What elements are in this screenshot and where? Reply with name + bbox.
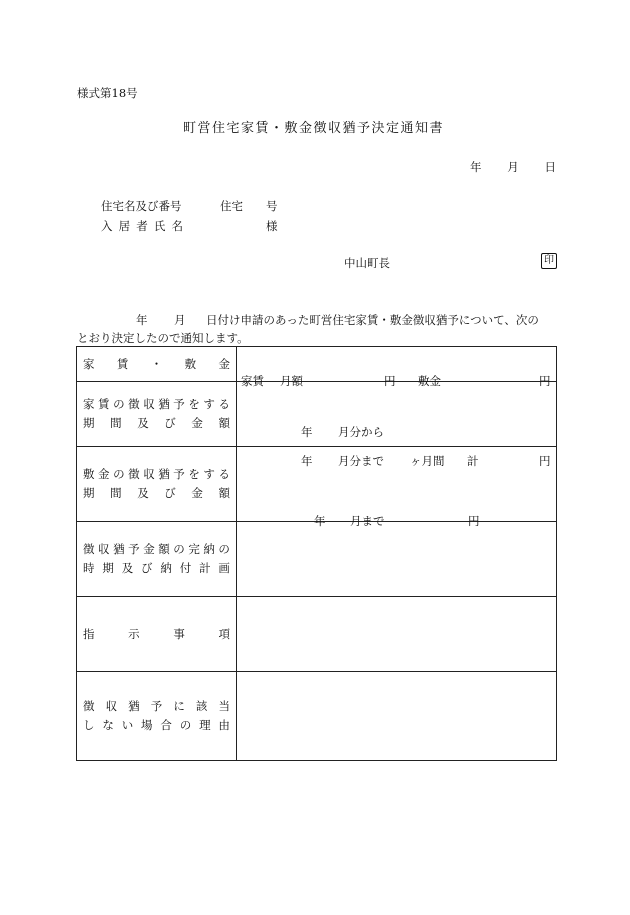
months-count-text: ヶ月間	[410, 454, 445, 468]
until-month-text: 月分まで	[338, 454, 384, 468]
deposit-until-text: 月まで	[350, 514, 385, 528]
row-label-instructions: 指 示 事 項	[77, 597, 237, 672]
honorific: 様	[266, 219, 278, 233]
deposit-year: 年	[314, 514, 326, 528]
from-month-text: 月分から	[338, 425, 384, 439]
rent-label: 家賃	[241, 374, 264, 388]
date-year-unit: 年	[470, 160, 482, 174]
rent-deposit-amounts	[237, 347, 557, 388]
intro-month: 月	[174, 313, 186, 327]
deposit-deferral-period	[237, 447, 557, 528]
issuer-name: 中山町長	[344, 256, 390, 270]
form-number: 様式第18号	[77, 86, 138, 100]
row-label-deposit-deferral: 敷 金 の 徴 収 猶 予 を す る 期 間 及 び 金 額	[77, 447, 237, 522]
table-row	[77, 597, 557, 672]
row-label-payment-plan: 徴 収 猶 予 金 額 の 完 納 の 時 期 及 び 納 付 計 画	[77, 522, 237, 597]
unit-suffix: 号	[266, 199, 278, 213]
payment-plan-value	[237, 522, 557, 597]
yen-deposit-deferral: 円	[468, 514, 480, 528]
row-label-rent-deferral: 家 賃 の 徴 収 猶 予 を す る 期 間 及 び 金 額	[77, 382, 237, 447]
intro-line-2: とおり決定したので通知します。	[77, 331, 249, 345]
date-day-unit: 日	[544, 160, 556, 174]
yen-rent: 円	[384, 374, 396, 388]
rent-deferral-period	[237, 382, 557, 468]
non-applicable-reason-value	[237, 672, 557, 761]
yen-total: 円	[539, 454, 551, 468]
page-title: 町営住宅家賃・敷金徴収猶予決定通知書	[183, 121, 445, 136]
from-year: 年	[301, 425, 313, 439]
housing-label: 住宅名及び番号	[101, 199, 182, 213]
total-label: 計	[467, 454, 479, 468]
issue-date	[470, 160, 556, 174]
row-label-rent-deposit: 家 賃 ・ 敷 金	[77, 347, 237, 382]
monthly-label: 月額	[280, 374, 303, 388]
deposit-label: 敷金	[418, 374, 441, 388]
intro-text: 日付け申請のあった町営住宅家賃・敷金徴収猶予について、次の	[206, 313, 539, 327]
housing-value: 住宅	[220, 199, 243, 213]
until-year: 年	[301, 454, 313, 468]
seal-stamp: 印	[541, 253, 557, 269]
table-row	[77, 447, 557, 522]
decision-table	[76, 346, 557, 761]
table-row	[77, 522, 557, 597]
table-row	[77, 382, 557, 447]
resident-name-label: 入 居 者 氏 名	[101, 219, 183, 233]
row-label-non-applicable-reason: 徴 収 猶 予 に 該 当 し な い 場 合 の 理 由	[77, 672, 237, 761]
yen-deposit: 円	[539, 374, 551, 388]
intro-year: 年	[136, 313, 148, 327]
instructions-value	[237, 597, 557, 672]
table-row	[77, 347, 557, 382]
table-row	[77, 672, 557, 761]
date-month-unit: 月	[507, 160, 519, 174]
